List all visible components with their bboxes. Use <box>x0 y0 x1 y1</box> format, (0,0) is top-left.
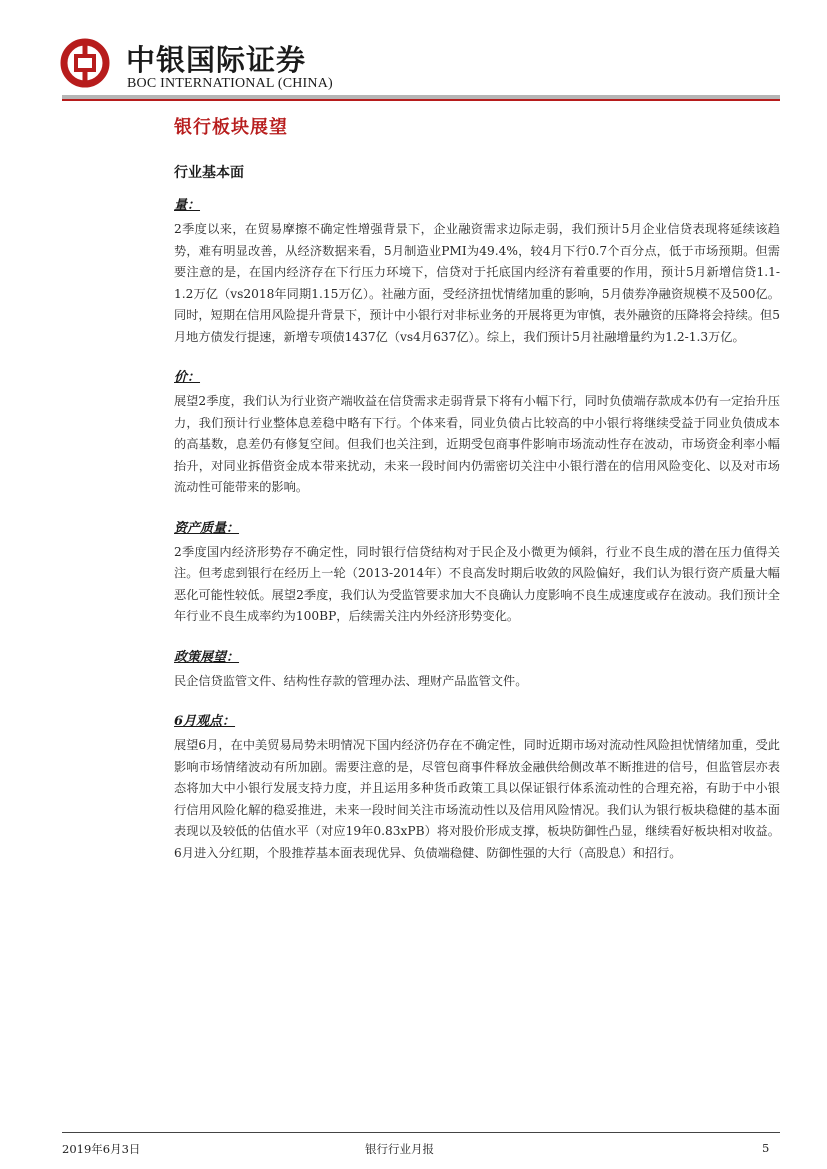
block-label-asset-quality: 资产质量： <box>174 520 240 536</box>
footer-report-title: 银行行业月报 <box>365 1142 434 1156</box>
report-body <box>174 162 780 864</box>
page-number: 5 <box>762 1141 770 1155</box>
block-text-volume: 2季度以来，在贸易摩擦不确定性增强背景下，企业融资需求边际走弱，我们预计5月企业信贷表现将延续该趋势，难有明显改善，从经济数据来看，5月制造业PMI为49.4%，较4月下行0.7个百分点，低于市场预期。但需要注意的是，在国内经济存在下行压力环境下，信贷对于托底国内经济有着重要的作用，预计5月新增信贷1.1-1.2万亿（vs2018年同期1.15万亿）。社融方面，受经济扭忧情绪加重的影响，5月债券净融资规模不及500亿。同时，短期在信用风险提升背景下，预计中小银行对非标业务的开展将更为审慎，表外融资的压降将会持续。但5月地方债发行提速，新增专项债1437亿（vs4月637亿）。综上，我们预计5月社融增量约为1.2-1.3万亿。 <box>174 222 780 344</box>
block-label-price: 价： <box>174 370 201 385</box>
block-label-volume: 量： <box>174 198 201 213</box>
footer-rule <box>62 1132 780 1133</box>
section-title: 银行板块展望 <box>174 117 288 138</box>
block-text-asset-quality: 2季度国内经济形势存不确定性，同时银行信贷结构对于民企及小微更为倾斜，行业不良生成的潜在压力值得关注。但考虑到银行在经历上一轮（2013-2014年）不良高发时期后收敛的风险偏好，我们认为银行资产质量大幅恶化可能性较低。展望2季度，我们认为受监管要求加大不良确认力度影响不良生成速度或存在波动。我们预计全年行业不良生成率约为100BP，后续需关注内外经济形势变化。 <box>174 544 780 623</box>
block-text-price: 展望2季度，我们认为行业资产端收益在信贷需求走弱背景下将有小幅下行，同时负债端存款成本仍有一定抬升压力，我们预计行业整体息差稳中略有下行。个体来看，同业负债占比较高的中小银行将继续受益于同业负债成本的高基数，息差仍有修复空间。但我们也关注到，近期受包商事件影响市场流动性存在波动，市场资金利率小幅抬升，对同业拆借资金成本带来扰动，未来一段时间内仍需密切关注中小银行潜在的信用风险变化、以及对市场流动性可能带来的影响。 <box>174 394 780 494</box>
brand-name-en: BOC INTERNATIONAL (CHINA) <box>127 76 333 91</box>
block-label-june-view: 6月观点： <box>174 714 236 729</box>
boc-logo-icon <box>60 38 110 88</box>
block-text-policy-outlook: 民企信贷监管文件、结构性存款的管理办法、理财产品监管文件。 <box>174 673 528 688</box>
subsection-title: 行业基本面 <box>174 165 244 181</box>
block-label-policy-outlook: 政策展望： <box>174 649 240 665</box>
footer-date: 2019年6月3日 <box>62 1142 141 1156</box>
block-text-june-view: 展望6月，在中美贸易局势未明情况下国内经济仍存在不确定性，同时近期市场对流动性风险担忧情绪加重，受此影响市场情绪波动有所加剧。需要注意的是，尽管包商事件释放金融供给侧改革不断推进的信号，但监管层亦表态将加大中小银行发展支持力度，并且运用多种货币政策工具以保证银行体系流动性的合理充裕，有助于中小银行信用风险化解的稳妥推进，未来一段时间关注市场流动性以及信用风险情况。我们认为银行板块稳健的基本面表现以及较低的估值水平（对应19年0.83xPB）将对股价形成支撑，板块防御性凸显，继续看好板块相对收益。6月进入分红期，个股推荐基本面表现优异、负债端稳健、防御性强的大行（高股息）和招行。 <box>174 738 780 860</box>
header-rule-accent <box>62 99 780 101</box>
brand-name-cn: 中银国际证券 <box>126 43 307 77</box>
